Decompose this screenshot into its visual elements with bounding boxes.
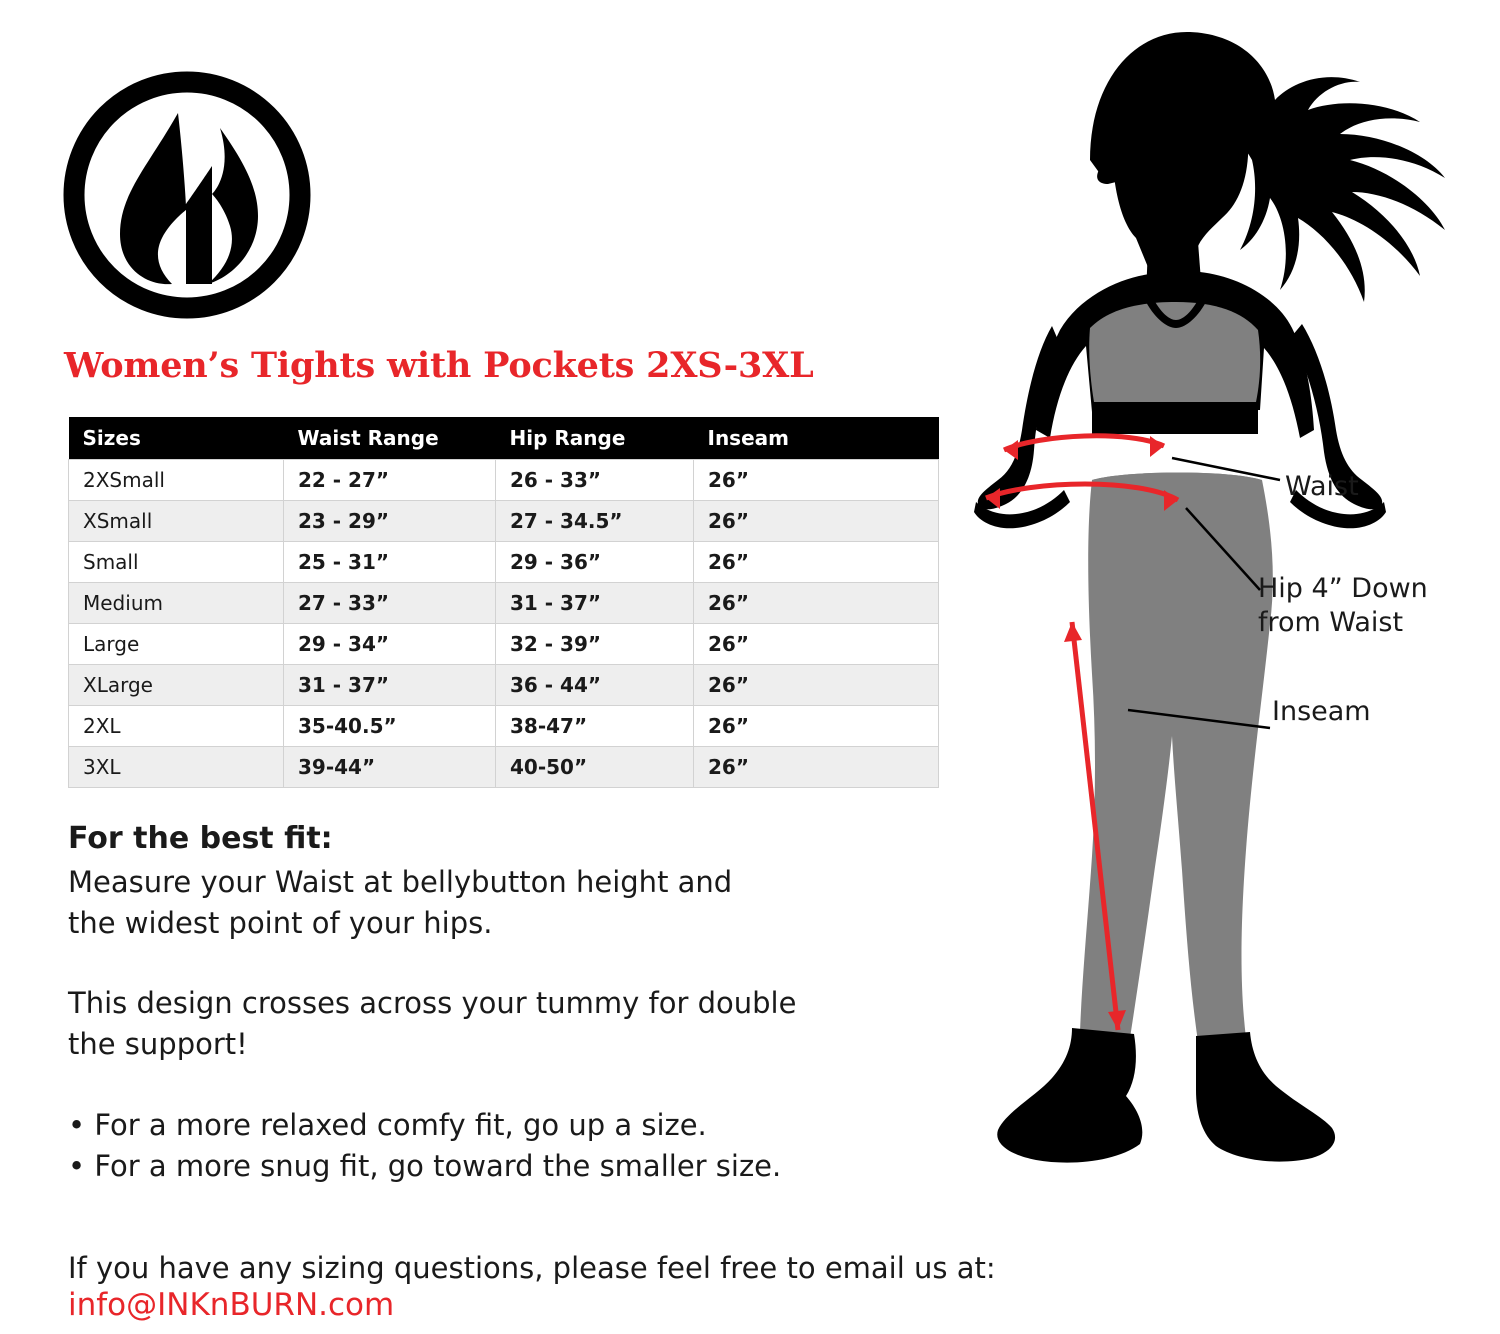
table-header-row xyxy=(69,417,939,460)
design-note xyxy=(68,983,968,1065)
table-row xyxy=(69,501,939,542)
cell-inseam: 26” xyxy=(694,624,939,665)
callout-hip-line-1: Hip 4” Down xyxy=(1258,573,1428,604)
cell-hip: 40-50” xyxy=(496,747,694,788)
cell-inseam: 26” xyxy=(694,583,939,624)
cell-inseam: 26” xyxy=(694,706,939,747)
cell-inseam: 26” xyxy=(694,665,939,706)
cell-size: 2XSmall xyxy=(69,460,284,501)
measure-line-1: Measure your Waist at bellybutton height and xyxy=(68,865,733,899)
cell-waist: 39-44” xyxy=(284,747,496,788)
best-fit-heading: For the best fit: xyxy=(68,821,333,856)
cell-hip: 36 - 44” xyxy=(496,665,694,706)
table-row xyxy=(69,624,939,665)
inknburn-flame-logo xyxy=(62,70,312,320)
design-line-2: the support! xyxy=(68,1027,248,1061)
column-header-waist-range: Waist Range xyxy=(284,417,496,460)
page-title: Women’s Tights with Pockets 2XS-3XL xyxy=(64,345,814,386)
cell-size: 3XL xyxy=(69,747,284,788)
cell-hip: 31 - 37” xyxy=(496,583,694,624)
cell-waist: 35-40.5” xyxy=(284,706,496,747)
cell-inseam: 26” xyxy=(694,460,939,501)
measure-instructions xyxy=(68,862,948,944)
cell-hip: 38-47” xyxy=(496,706,694,747)
table-row xyxy=(69,583,939,624)
cell-size: XSmall xyxy=(69,501,284,542)
list-item: • For a more snug fit, go toward the smaller size. xyxy=(68,1149,782,1183)
column-header-sizes: Sizes xyxy=(69,417,284,460)
table-row xyxy=(69,542,939,583)
cell-inseam: 26” xyxy=(694,501,939,542)
table-row xyxy=(69,665,939,706)
fit-tips-list xyxy=(68,1105,968,1187)
cell-hip: 32 - 39” xyxy=(496,624,694,665)
list-item: • For a more relaxed comfy fit, go up a size. xyxy=(68,1108,707,1142)
cell-hip: 27 - 34.5” xyxy=(496,501,694,542)
cell-waist: 25 - 31” xyxy=(284,542,496,583)
callout-hip-line-2: from Waist xyxy=(1258,607,1404,638)
table-row xyxy=(69,460,939,501)
cell-size: Large xyxy=(69,624,284,665)
column-header-inseam: Inseam xyxy=(694,417,939,460)
design-line-1: This design crosses across your tummy for double xyxy=(68,986,797,1020)
email-intro-text: If you have any sizing questions, please feel free to email us at: xyxy=(68,1251,996,1285)
cell-waist: 22 - 27” xyxy=(284,460,496,501)
table-row xyxy=(69,747,939,788)
cell-inseam: 26” xyxy=(694,747,939,788)
cell-inseam: 26” xyxy=(694,542,939,583)
cell-hip: 29 - 36” xyxy=(496,542,694,583)
cell-size: Small xyxy=(69,542,284,583)
cell-size: Medium xyxy=(69,583,284,624)
callout-waist: Waist xyxy=(1285,471,1359,502)
column-header-hip-range: Hip Range xyxy=(496,417,694,460)
cell-waist: 27 - 33” xyxy=(284,583,496,624)
measure-line-2: the widest point of your hips. xyxy=(68,906,493,940)
cell-size: 2XL xyxy=(69,706,284,747)
callout-hip xyxy=(1258,572,1458,640)
callout-inseam: Inseam xyxy=(1272,696,1371,727)
size-table xyxy=(68,417,939,788)
table-row xyxy=(69,706,939,747)
cell-size: XLarge xyxy=(69,665,284,706)
cell-hip: 26 - 33” xyxy=(496,460,694,501)
email-address-link[interactable]: info@INKnBURN.com xyxy=(68,1287,395,1323)
cell-waist: 31 - 37” xyxy=(284,665,496,706)
cell-waist: 23 - 29” xyxy=(284,501,496,542)
cell-waist: 29 - 34” xyxy=(284,624,496,665)
